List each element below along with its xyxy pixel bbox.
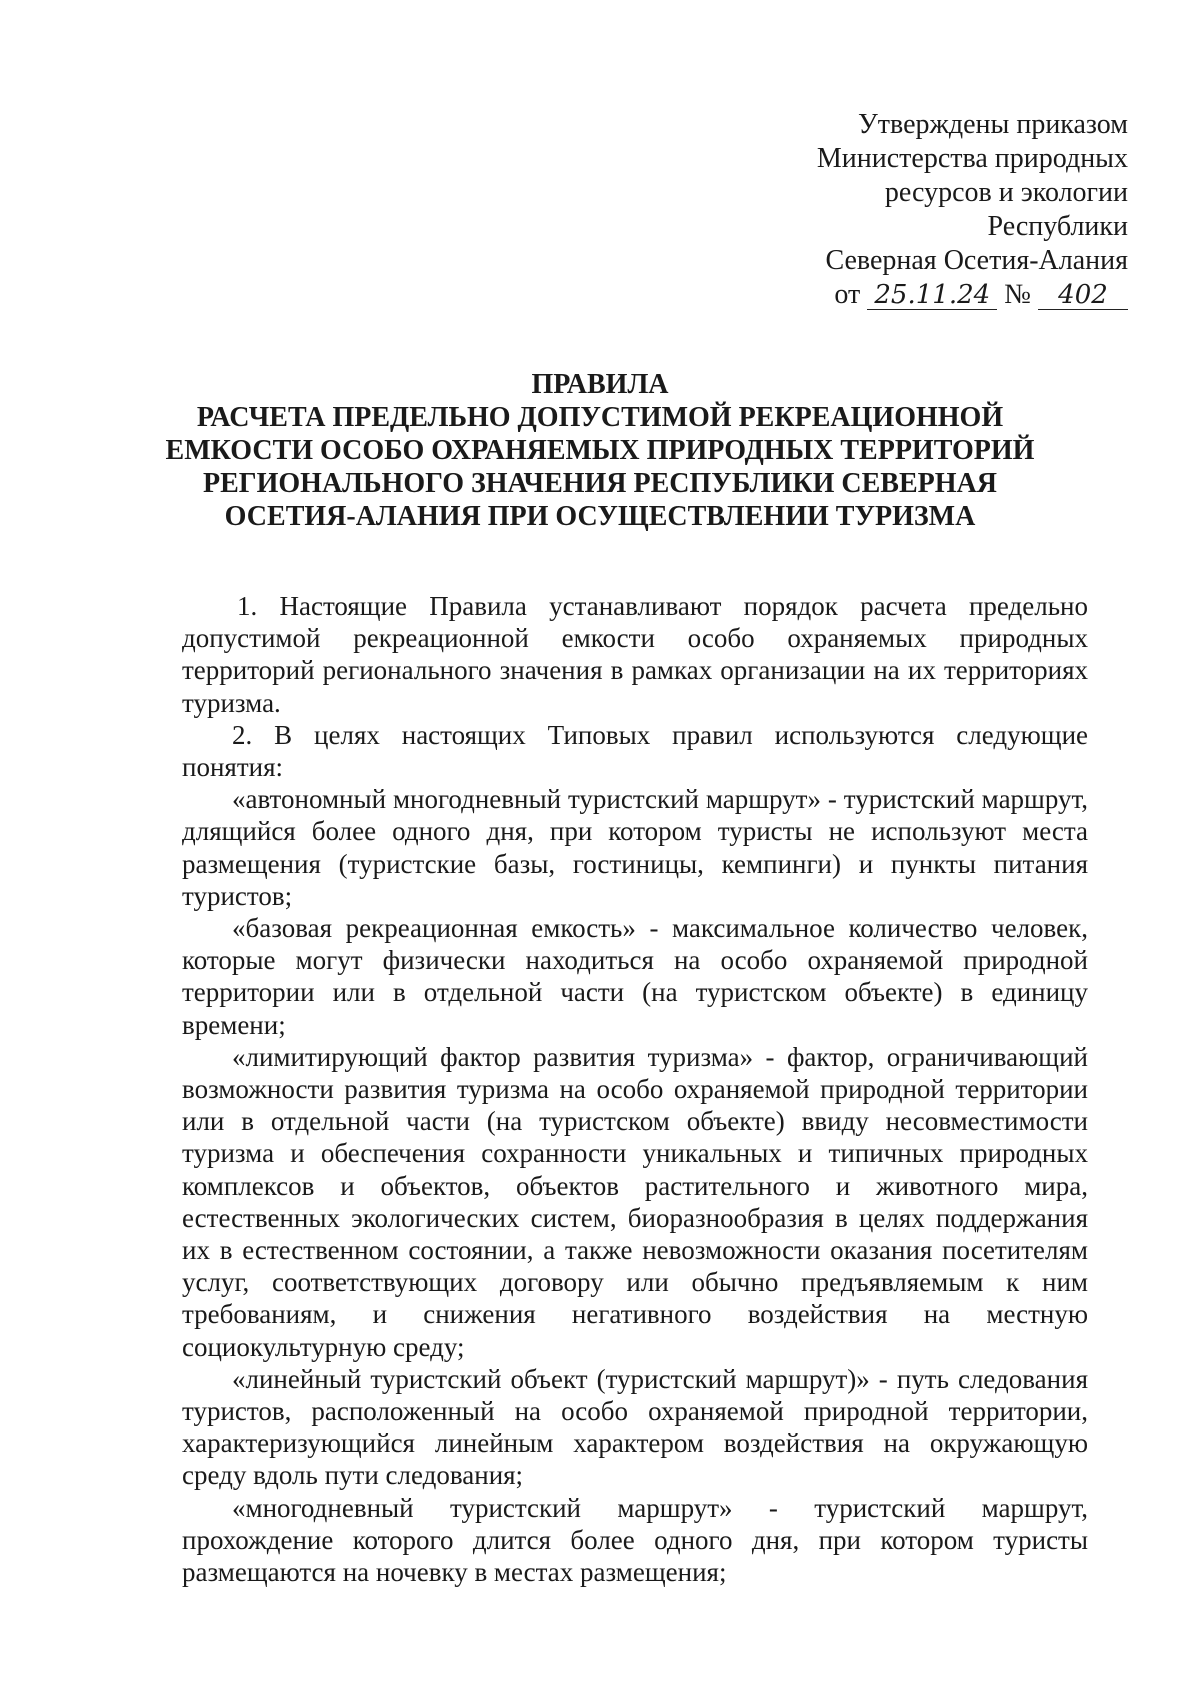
title-line: ПРАВИЛА (531, 369, 669, 400)
paragraph-2: 2. В целях настоящих Типовых правил используются следующие понятия: (182, 719, 1088, 783)
document-title (150, 368, 1050, 533)
definition-autonomous-route: «автономный многодневный туристский маршрут» - туристский маршрут, длящийся более одного дня, при котором туристы не используют места размещения (туристские базы, гостиницы, кемпинги) и пункты питания туристов; (182, 784, 1088, 911)
approval-line: Утверждены приказом (857, 109, 1128, 140)
title-line: РЕГИОНАЛЬНОГО ЗНАЧЕНИЯ РЕСПУБЛИКИ СЕВЕРНАЯ (203, 468, 997, 499)
definition-multiday-route: «многодневный туристский маршрут» - туристский маршрут, прохождение которого длится более одного дня, при котором туристы размещаются на ночевку в местах размещения; (182, 1492, 1088, 1588)
approval-line: ресурсов и экологии (884, 177, 1128, 208)
approval-line: Северная Осетия-Алания (825, 245, 1128, 276)
approval-line: Республики (987, 211, 1128, 242)
approval-block (817, 108, 1128, 312)
date-prefix: от (834, 279, 861, 310)
handwritten-number: 402 (1038, 281, 1128, 310)
document-body (182, 590, 1088, 1588)
handwritten-date: 25.11.24 (867, 281, 997, 310)
title-line: ЕМКОСТИ ОСОБО ОХРАНЯЕМЫХ ПРИРОДНЫХ ТЕРРИТОРИЙ (165, 435, 1035, 466)
title-line: РАСЧЕТА ПРЕДЕЛЬНО ДОПУСТИМОЙ РЕКРЕАЦИОННОЙ (196, 402, 1004, 433)
approval-line: Министерства природных (816, 143, 1128, 174)
definition-base-capacity: «базовая рекреационная емкость» - максимальное количество человек, которые могут физически находиться на особо охраняемой природной территории или в отдельной части (на туристском объекте) в единицу времени; (182, 913, 1088, 1040)
definition-linear-object: «линейный туристский объект (туристский маршрут)» - путь следования туристов, расположенный на особо охраняемой природной территории, характеризующийся линейным характером воздействия на окружающую среду вдоль пути следования; (182, 1363, 1088, 1491)
title-line: ОСЕТИЯ-АЛАНИЯ ПРИ ОСУЩЕСТВЛЕНИИ ТУРИЗМА (224, 501, 976, 532)
number-sign: № (1004, 279, 1031, 310)
definition-limiting-factor: «лимитирующий фактор развития туризма» - фактор, ограничивающий возможности развития туризма на особо охраняемой природной территории или в отдельной части (на туристском объекте) ввиду несовместимости туризма и обеспечения сохранности уникальных и типичных природных комплексов и объектов, объектов растительного и животного мира, естественных экологических систем, биоразнообразия в целях поддержания их в естественном состоянии, а также невозможности оказания посетителям услуг, соответствующих договору или обычно предъявляемым к ним требованиям, и снижения негативного воздействия на местную социокультурную среду; (182, 1041, 1088, 1362)
approval-date-line (817, 278, 1128, 312)
paragraph-1: 1. Настоящие Правила устанавливают порядок расчета предельно допустимой рекреационной емкости особо охраняемых природных территорий регионального значения в рамках организации на их территориях туризма. (182, 591, 1088, 718)
